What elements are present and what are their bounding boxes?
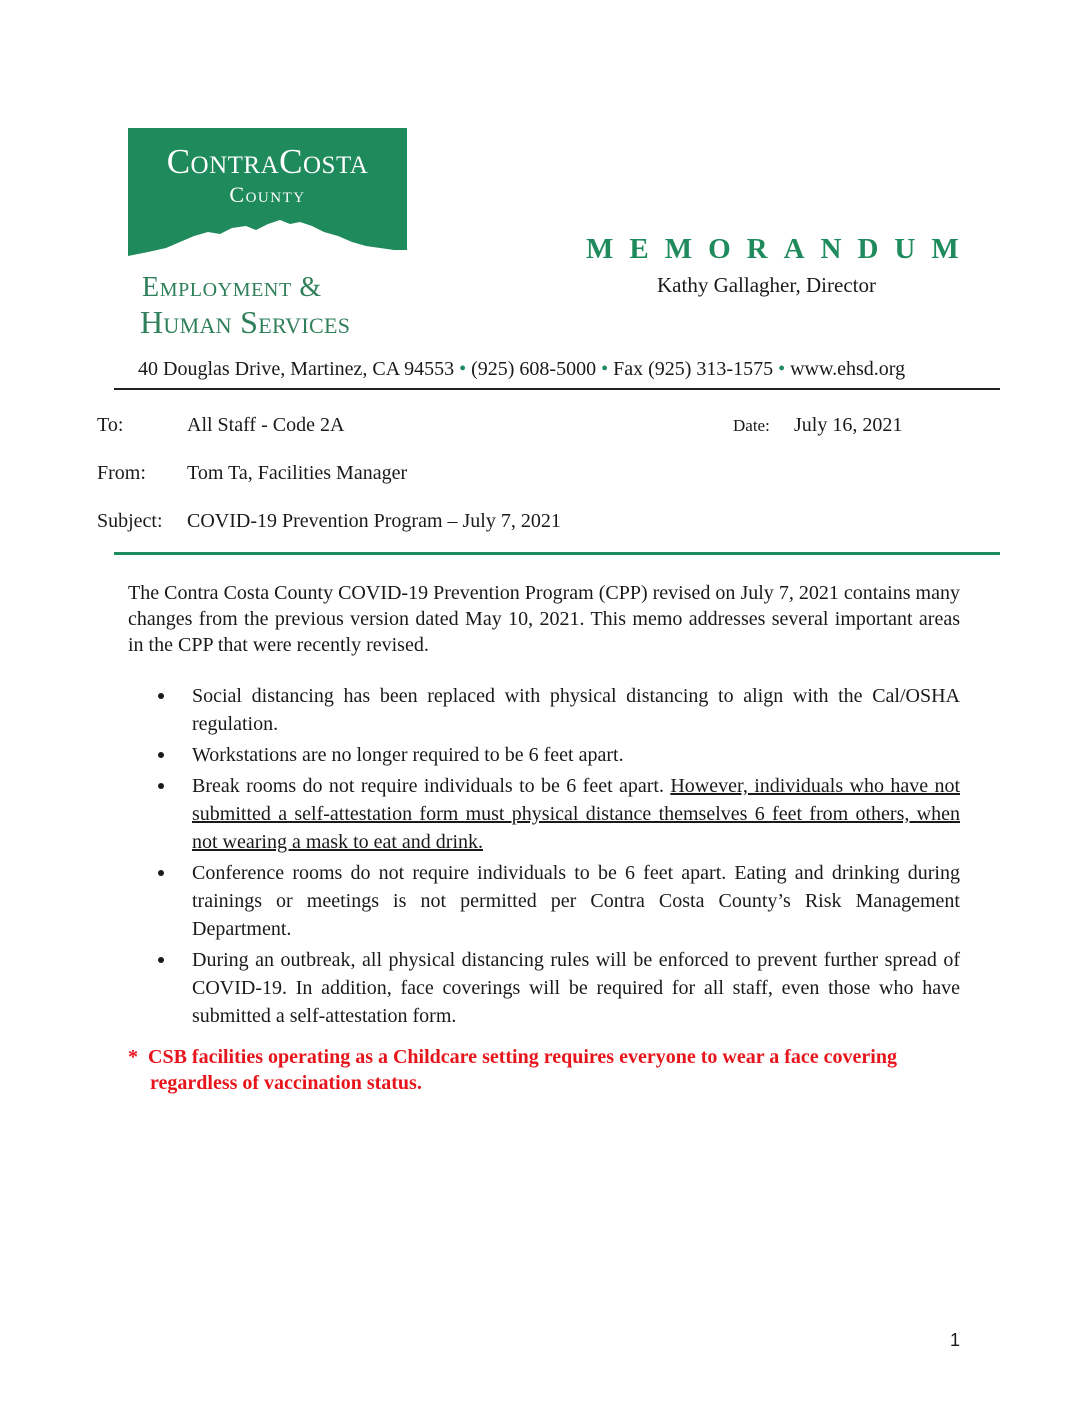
bullet-text: Social distancing has been replaced with physical distancing to align with the Cal/OSHA regulation. [192, 685, 960, 735]
subject-value: COVID-19 Prevention Program – July 7, 2021 [187, 510, 561, 532]
date-value: July 16, 2021 [794, 414, 903, 436]
to-label: To: [97, 414, 124, 436]
logo-human-services: Human Services [140, 304, 351, 340]
header-divider [114, 388, 1000, 390]
bullet-icon [158, 752, 164, 758]
address: 40 Douglas Drive, Martinez, CA 94553 [138, 358, 455, 380]
bullet-text: Break rooms do not require individuals to be 6 feet apart. [192, 775, 671, 797]
page-number: 1 [950, 1330, 961, 1350]
list-item [152, 682, 960, 738]
logo-employment: Employment & [142, 272, 322, 303]
bullet-text: During an outbreak, all physical distancing rules will be enforced to prevent further spread of COVID-19. In addition, face coverings will be required for all staff, even those who have submitted a self-attestation form. [192, 949, 960, 1027]
list-item [152, 772, 960, 856]
agency-logo [128, 128, 407, 268]
fax: Fax (925) 313-1575 [613, 358, 774, 380]
director-name: Kathy Gallagher, Director [657, 273, 876, 297]
mountain-icon [128, 212, 407, 268]
bullet-list [152, 682, 960, 1033]
childcare-note [128, 1044, 960, 1096]
bullet-icon [158, 783, 164, 789]
bullet-text: Workstations are no longer required to be 6 feet apart. [192, 744, 624, 766]
bullet-icon [158, 693, 164, 699]
note-asterisk: * [128, 1046, 138, 1068]
note-line-2: regardless of vaccination status. [150, 1072, 422, 1094]
separator-dot-icon: • [778, 358, 786, 380]
intro-paragraph: The Contra Costa County COVID-19 Prevention Program (CPP) revised on July 7, 2021 contains many changes from the previous version dated May 10, 2021. This memo addresses several important areas in the CPP that were recently revised. [128, 582, 960, 656]
subject-divider [114, 552, 1000, 555]
bullet-icon [158, 870, 164, 876]
address-line [138, 358, 905, 381]
subject-label: Subject: [97, 510, 163, 532]
from-label: From: [97, 462, 146, 484]
bullet-text-underlined: However, individuals who have not submitted a self-attestation form must physical distance themselves 6 feet from others, when not wearing a mask to eat and drink. [192, 775, 961, 853]
logo-county: County [229, 182, 306, 207]
list-item [152, 741, 960, 769]
bullet-icon [158, 957, 164, 963]
list-item [152, 946, 960, 1030]
date-label: Date: [733, 416, 770, 435]
list-item [152, 859, 960, 943]
to-value: All Staff - Code 2A [187, 414, 345, 436]
separator-dot-icon: • [601, 358, 609, 380]
phone: (925) 608-5000 [471, 358, 597, 380]
bullet-text: Conference rooms do not require individuals to be 6 feet apart. Eating and drinking during trainings or meetings is not permitted per Contra Costa County’s Risk Management Department. [192, 862, 960, 940]
website-link[interactable]: www.ehsd.org [790, 358, 906, 380]
separator-dot-icon: • [459, 358, 467, 380]
memo-title: MEMORANDUM [586, 233, 975, 265]
note-line-1: CSB facilities operating as a Childcare setting requires everyone to wear a face covering [148, 1046, 897, 1068]
from-value: Tom Ta, Facilities Manager [187, 462, 408, 484]
logo-contra-costa: ContraCosta [166, 142, 369, 181]
